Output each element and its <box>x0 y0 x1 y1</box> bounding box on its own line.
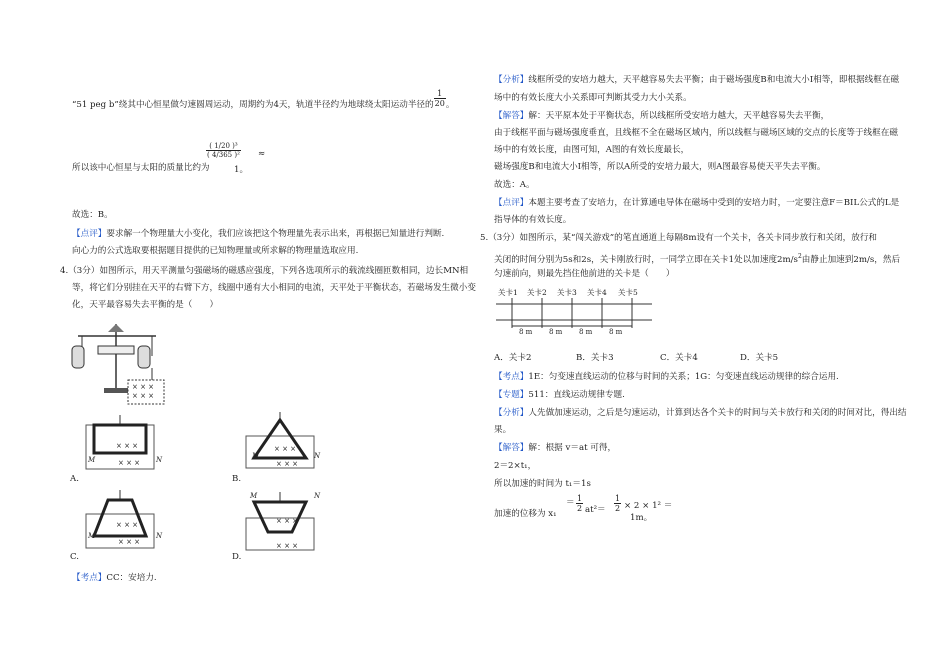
equation-3 <box>494 508 557 521</box>
equation-2: 所以加速的时间为 t₁＝1s <box>494 479 591 489</box>
eq3-tail: × 2 × 1² ＝ <box>624 501 673 511</box>
gate-label-5: 关卡5 <box>618 288 638 297</box>
kaodian-line <box>72 572 157 585</box>
field-row-2: × × × <box>132 392 155 400</box>
analysis-tag: 【分析】 <box>494 75 529 85</box>
solution2-tag: 【解答】 <box>494 443 529 453</box>
option-c-field: × × × <box>116 521 139 529</box>
gate-label-1: 关卡1 <box>498 288 518 297</box>
comment-line-right-2: 指导体的有效长度。 <box>494 215 572 225</box>
solution2-text: 解：根据 v＝at 可得， <box>528 443 617 453</box>
kaodian-tag-right: 【考点】 <box>494 372 529 382</box>
q5-line-1: 5.（3分）如图所示，某“闯关游戏”的笔直通道上每隔8m设有一个关卡，各关卡同步放行和关闭，放行和 <box>480 233 878 243</box>
zhuanti-line <box>494 389 625 402</box>
ratio-result: 1。 <box>234 165 249 175</box>
analysis2-line-2: 果。 <box>494 425 512 435</box>
zhuanti-tag: 【专题】 <box>494 390 529 400</box>
comment-text-1: 要求解一个物理量大小变化，我们应该把这个物理量先表示出来，再根据已知量进行判断. <box>106 229 445 239</box>
comment-tag: 【点评】 <box>72 229 107 239</box>
ratio-line <box>72 162 210 175</box>
analysis2-tag: 【分析】 <box>494 408 529 418</box>
solution-line-1 <box>494 110 829 123</box>
eq3-frac-2 <box>614 494 621 513</box>
q4-line-1: 4.（3分）如图所示，用天平测量匀强磁场的磁感应强度，下列各选项所示的载流线圈匝数相同，边长MN相 <box>60 266 469 276</box>
option-a-label-n: N <box>156 456 163 464</box>
solution-text-1: 解：天平原本处于平衡状态，所以线框所受安培力越大，天平越容易失去平衡， <box>528 111 830 121</box>
ratio-fraction <box>206 142 241 159</box>
eq3-result: 1m。 <box>630 513 653 523</box>
option-b-label-m: M <box>252 452 260 460</box>
segment-1: 8 m <box>519 328 533 336</box>
segment-2: 8 m <box>549 328 563 336</box>
kaodian-text: CC：安培力. <box>106 573 157 583</box>
q5-line-2 <box>494 250 900 267</box>
choice-c[interactable]: C．关卡4 <box>660 353 698 363</box>
intro-frac-num: 1 <box>434 89 446 99</box>
option-d-field: × × × <box>276 517 299 525</box>
option-c-field-2: × × × <box>118 538 141 546</box>
intro-text: “51 peg b”绕其中心恒星做匀速圆周运动，周期约为4天，轨道半径约为地球绕太阳运动半径的 <box>72 100 434 110</box>
intro-frac-den: 20 <box>434 99 445 108</box>
ratio-text: 所以该中心恒星与太阳的质量比约为 <box>72 163 210 173</box>
choice-a[interactable]: A．关卡2 <box>494 353 532 363</box>
kaodian-line-right <box>494 371 839 384</box>
intro-fraction <box>434 89 446 108</box>
balance-field <box>132 383 154 401</box>
eq3-f1-num: 1 <box>577 494 583 503</box>
intro-line <box>72 89 455 114</box>
segment-3: 8 m <box>579 328 593 336</box>
balance-figure <box>68 318 188 408</box>
analysis2-line-1 <box>494 407 907 420</box>
analysis2-text-1: 人先做加速运动，之后是匀速运动，计算到达各个关卡的时间与关卡放行和关闭的时间对比，得出结 <box>528 408 907 418</box>
intro-suffix: 。 <box>445 100 455 110</box>
option-a-label-m: M <box>88 456 96 464</box>
gate-label-4: 关卡4 <box>587 288 607 297</box>
eq3-mid: at²＝ <box>585 505 606 515</box>
eq3-f2-den: 2 <box>615 504 621 513</box>
analysis-line-1 <box>494 74 899 87</box>
segment-4: 8 m <box>609 328 623 336</box>
comment-line-2: 向心力的公式选取要根据题目提供的已知物理量或所求解的物理量选取应用. <box>72 246 359 256</box>
choice-b[interactable]: B．关卡3 <box>576 353 614 363</box>
analysis-text-1: 线框所受的安培力越大，天平越容易失去平衡；由于磁场强度B和电流大小I相等，即根据线框在磁 <box>528 75 900 85</box>
option-c-label[interactable]: C. <box>70 552 80 562</box>
eq3-prefix: 加速的位移为 x₁ <box>494 509 557 519</box>
answer-line: 故选：B。 <box>72 210 113 220</box>
q5-text-2a: 关闭的时间分别为5s和2s，关卡刚放行时，一同学立即在关卡1处以加速度2m/s <box>494 254 798 265</box>
kaodian-tag: 【考点】 <box>72 573 107 583</box>
option-d-field-2: × × × <box>276 542 299 550</box>
solution2-line <box>494 442 616 455</box>
solution-tag: 【解答】 <box>494 111 529 121</box>
ratio-den: ( 4/365 )² <box>207 151 240 159</box>
zhuanti-text: 511：直线运动规律专题. <box>528 390 625 400</box>
solution-line-3: 场中的有效长度，由图可知，A图的有效长度最长， <box>494 145 690 155</box>
analysis-line-2: 场中的有效长度大小关系即可判断其受力大小关系。 <box>494 93 692 103</box>
equation-1: 2＝2×t₁， <box>494 461 537 471</box>
option-c-label-m: M <box>88 532 96 540</box>
option-d-label-m: M <box>250 492 258 500</box>
option-b-label[interactable]: B. <box>232 474 242 484</box>
option-a-label[interactable]: A. <box>70 474 79 484</box>
q4-line-2: 等，将它们分别挂在天平的右臂下方，线圈中通有大小相同的电流，天平处于平衡状态，若磁场发生微小变 <box>72 283 476 293</box>
option-b-field-2: × × × <box>276 460 299 468</box>
q5-sup: 2 <box>797 253 802 260</box>
eq3-equals: ＝ <box>566 498 575 508</box>
comment-line-right-1 <box>494 197 899 210</box>
option-b-field: × × × <box>274 445 297 453</box>
comment-text-right-1: 本题主要考查了安培力，在计算通电导体在磁场中受到的安培力时，一定要注意F＝BIL公式的L是 <box>528 198 900 208</box>
option-a-field-2: × × × <box>118 459 141 467</box>
option-d-label-n: N <box>314 492 321 500</box>
eq3-f2-num: 1 <box>615 494 621 503</box>
option-a-field: × × × <box>116 442 139 450</box>
option-b-label-n: N <box>314 452 321 460</box>
approx-sign: ≈ <box>258 149 266 159</box>
solution-line-4: 磁场强度B和电流大小I相等，所以A所受的安培力最大，则A图最容易使天平失去平衡。 <box>494 162 826 172</box>
gate-label-3: 关卡3 <box>557 288 577 297</box>
answer-line-right: 故选：A。 <box>494 180 535 190</box>
gate-label-2: 关卡2 <box>527 288 547 297</box>
comment-tag-right: 【点评】 <box>494 198 529 208</box>
q5-text-2b: 由静止加速到2m/s，然后 <box>801 254 901 265</box>
eq3-frac-1 <box>576 494 583 513</box>
eq3-f1-den: 2 <box>577 504 583 513</box>
q5-line-3: 匀速前向，则最先挡住他前进的关卡是（ ） <box>494 269 675 279</box>
ratio-num: ( 1/20 )³ <box>206 142 241 151</box>
q4-line-3: 化，天平最容易失去平衡的是（ ） <box>72 300 219 310</box>
kaodian-text-right: 1E：匀变速直线运动的位移与时间的关系；1G：匀变速直线运动规律的综合运用. <box>528 372 839 382</box>
solution-line-2: 由于线框平面与磁场强度垂直，且线框不全在磁场区域内，所以线框与磁场区域的交点的长度等于线框在磁 <box>494 128 898 138</box>
choice-d[interactable]: D．关卡5 <box>740 353 779 363</box>
field-row-1: × × × <box>132 383 155 391</box>
option-c-label-n: N <box>156 532 163 540</box>
comment-line-1 <box>72 228 444 241</box>
option-d-label[interactable]: D. <box>232 552 242 562</box>
